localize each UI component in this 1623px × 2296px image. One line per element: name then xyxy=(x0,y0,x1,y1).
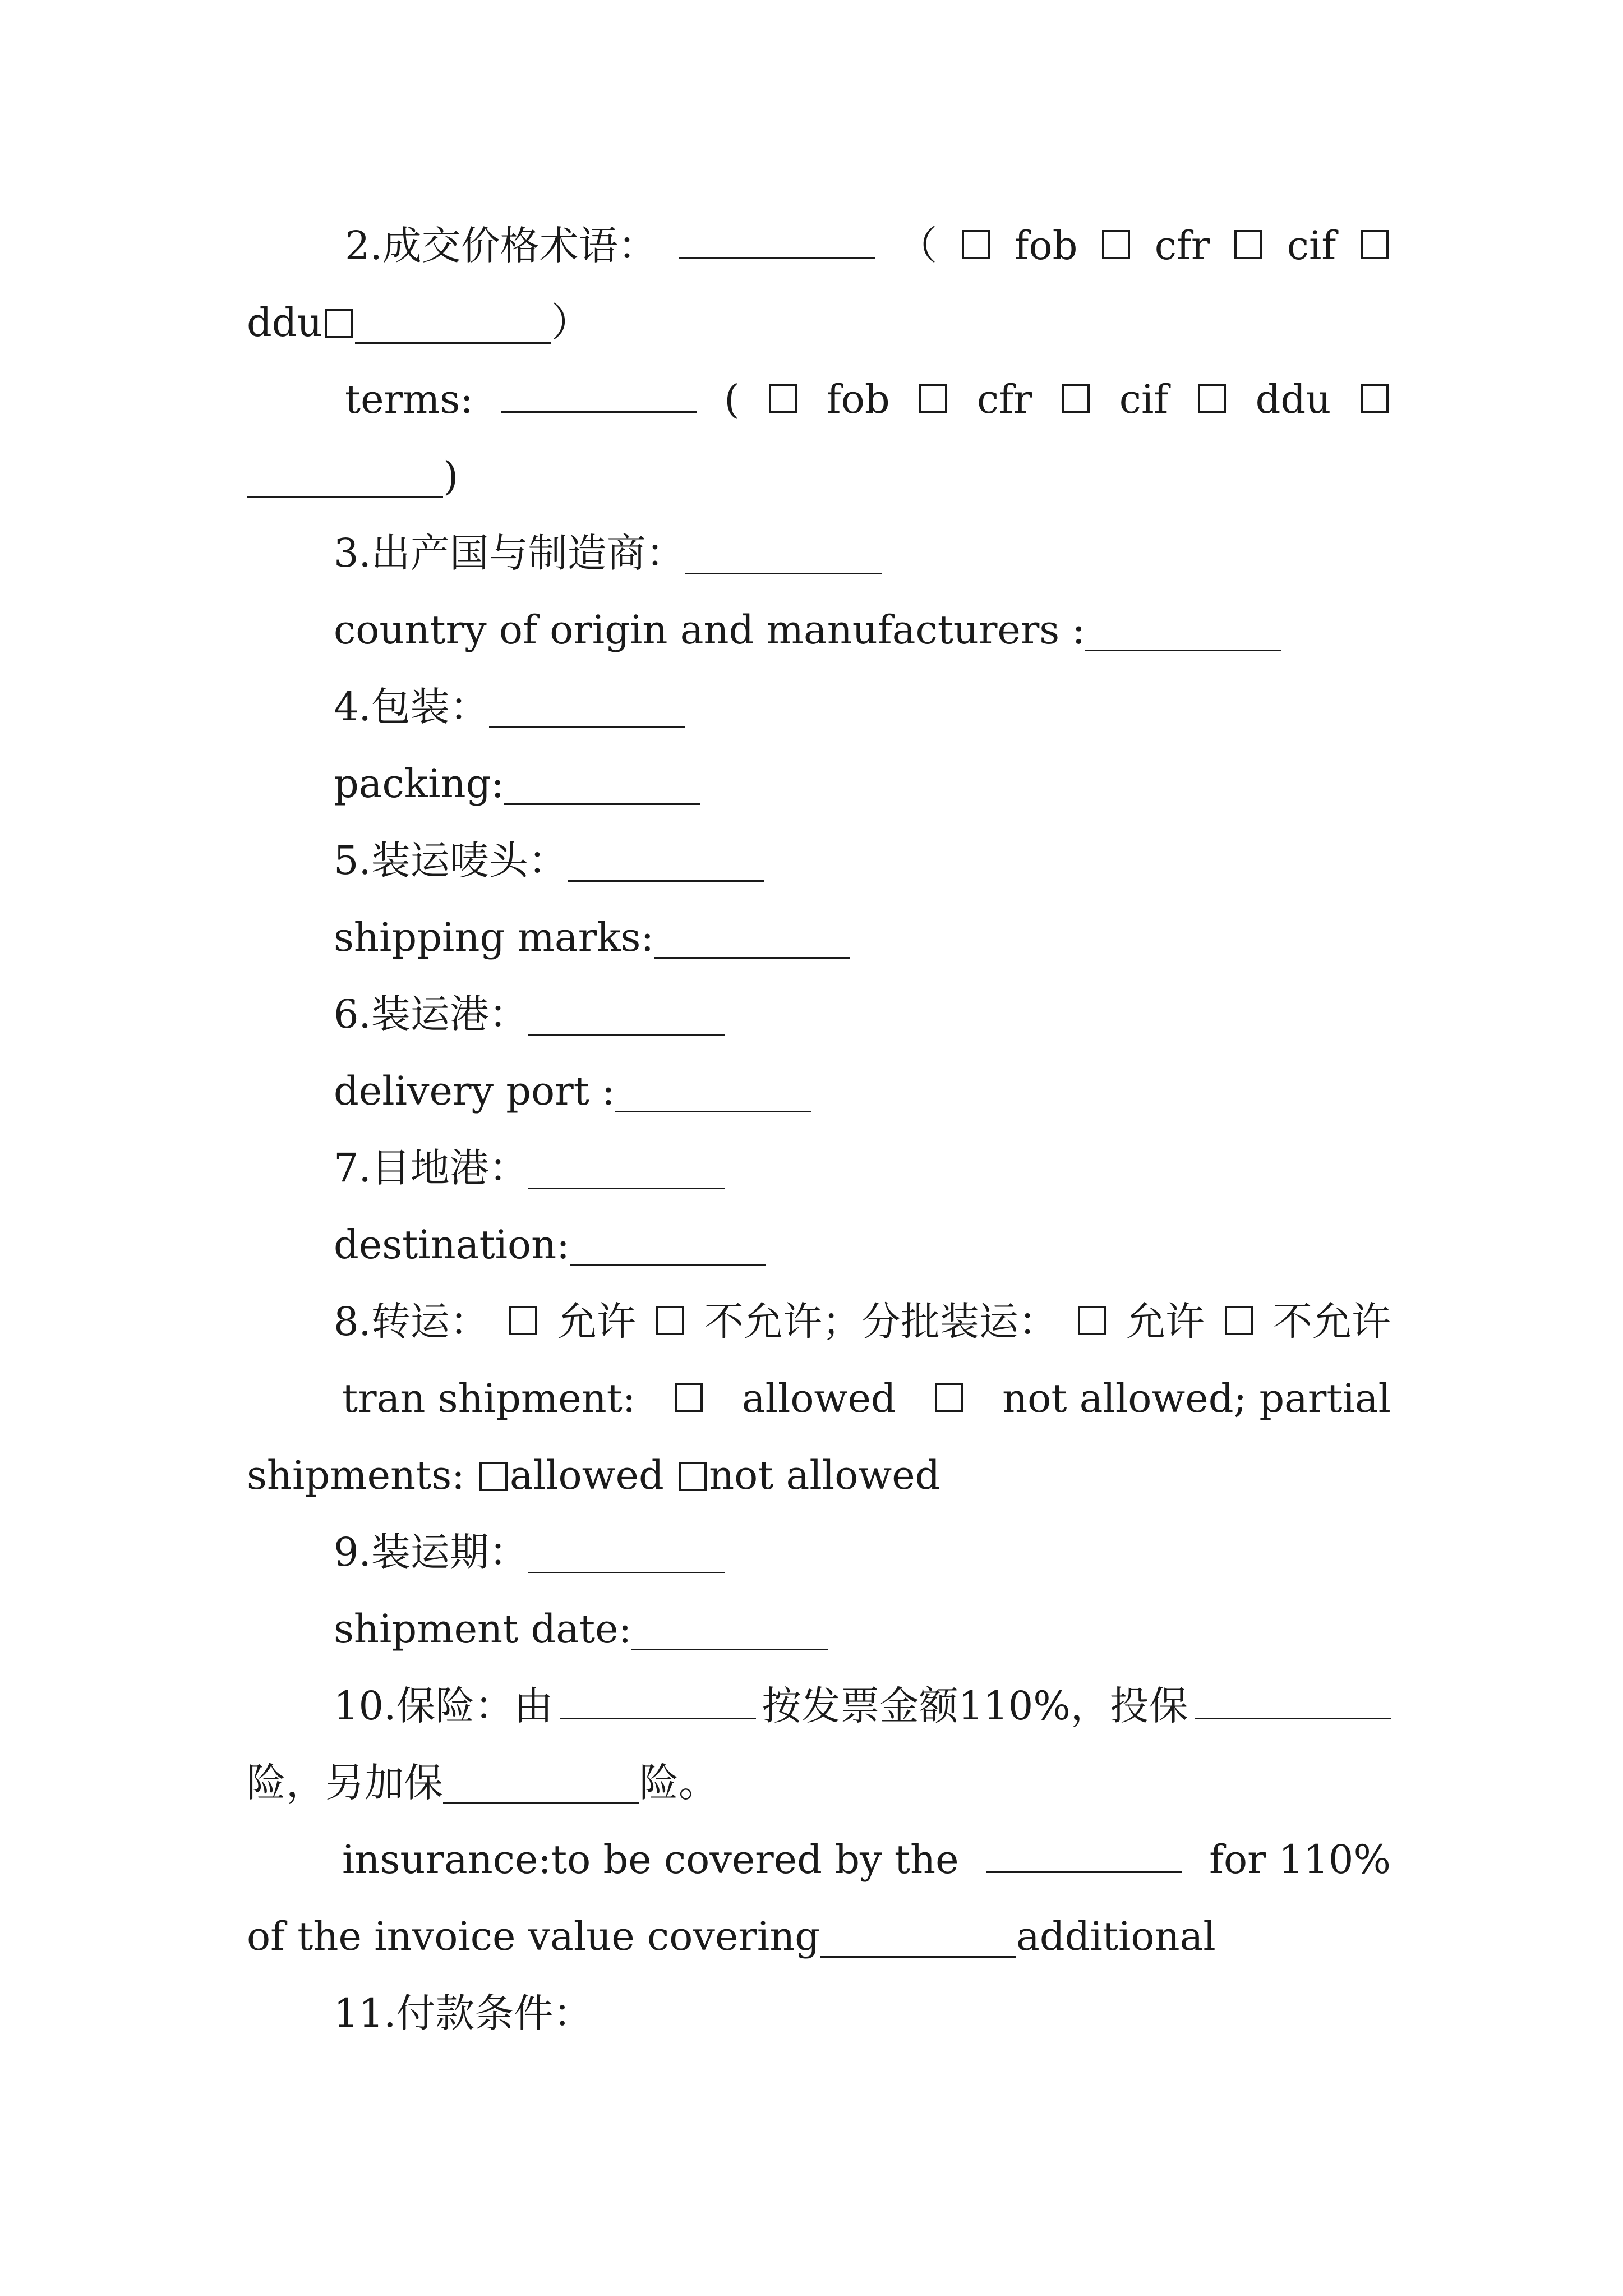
ddu-label: ddu xyxy=(247,300,322,346)
insurance-cn-line xyxy=(247,1668,1391,1745)
insurance-cn-mid: 按发票金额110%，投保 xyxy=(762,1683,1188,1729)
paren-close: ） xyxy=(551,300,591,346)
transshipment-not-allowed-checkbox[interactable] xyxy=(656,1306,684,1335)
origin-en-label: country of origin and manufacturers : xyxy=(334,607,1086,653)
destination-en-blank[interactable] xyxy=(570,1264,766,1266)
transshipment-cn-label: 8.转运： xyxy=(334,1299,489,1345)
marks-en-blank[interactable] xyxy=(654,956,850,959)
insurance-cn-label-2: 险，另加保 xyxy=(247,1760,443,1806)
cfr-checkbox[interactable] xyxy=(1102,230,1130,259)
transshipment-not-allowed-checkbox[interactable] xyxy=(935,1383,963,1412)
insurance-en-label-2: of the invoice value covering xyxy=(247,1913,820,1959)
price-terms-en-label: terms: xyxy=(345,376,473,422)
insurance-party-en-blank[interactable] xyxy=(986,1871,1182,1873)
cfr-label: cfr xyxy=(1154,223,1210,269)
price-terms-en-line xyxy=(247,361,1391,438)
marks-cn-label: 5.装运唛头： xyxy=(334,838,568,884)
port-en-blank[interactable] xyxy=(615,1110,811,1112)
ddu-label: ddu xyxy=(1255,376,1331,422)
marks-cn-blank[interactable] xyxy=(568,880,764,882)
destination-cn-blank[interactable] xyxy=(528,1187,725,1189)
insurance-additional-blank[interactable] xyxy=(443,1802,639,1804)
shipment-date-cn-blank[interactable] xyxy=(528,1571,725,1573)
origin-cn-label: 3.出产国与制造商： xyxy=(334,530,685,576)
origin-en-blank[interactable] xyxy=(1085,649,1281,651)
not-allowed-label: 不允许 xyxy=(1272,1299,1391,1345)
allowed-label: 允许 xyxy=(557,1299,636,1345)
marks-en-label: shipping marks: xyxy=(334,914,654,960)
paren-close: ) xyxy=(443,453,459,499)
port-en-line xyxy=(247,1053,1391,1130)
price-terms-en-line-2 xyxy=(247,438,1391,515)
allowed-label: allowed xyxy=(741,1375,896,1421)
destination-en-line xyxy=(247,1207,1391,1283)
contract-document xyxy=(247,208,1391,2052)
port-cn-line xyxy=(247,976,1391,1053)
port-cn-blank[interactable] xyxy=(528,1033,725,1036)
fob-label: fob xyxy=(1014,223,1078,269)
port-en-label: delivery port : xyxy=(334,1068,615,1114)
insurance-coverage-en-blank[interactable] xyxy=(820,1955,1016,1958)
insurance-en-end-2: additional xyxy=(1016,1913,1216,1959)
fob-checkbox[interactable] xyxy=(962,230,990,259)
cfr-label: cfr xyxy=(976,376,1032,422)
marks-cn-line xyxy=(247,822,1391,899)
insurance-cn-label: 10.保险：由 xyxy=(334,1683,554,1729)
other-term-checkbox[interactable] xyxy=(325,309,353,338)
price-terms-cn-blank[interactable] xyxy=(679,257,875,259)
allowed-label: allowed xyxy=(510,1452,664,1498)
shipment-date-en-line xyxy=(247,1591,1391,1668)
partial-allowed-checkbox[interactable] xyxy=(479,1462,508,1491)
origin-en-line xyxy=(247,592,1391,669)
partial-not-allowed-checkbox[interactable] xyxy=(1225,1306,1253,1335)
ddu-checkbox[interactable] xyxy=(1361,230,1389,259)
marks-en-line xyxy=(247,899,1391,976)
insurance-type-blank[interactable] xyxy=(1195,1717,1391,1719)
other-term-blank[interactable] xyxy=(247,495,443,498)
cfr-checkbox[interactable] xyxy=(919,384,947,413)
partial-shipments-label: shipments: xyxy=(247,1452,465,1498)
cif-label: cif xyxy=(1119,376,1169,422)
transshipment-allowed-checkbox[interactable] xyxy=(675,1383,703,1412)
paren-open: （ xyxy=(898,223,938,269)
insurance-en-line xyxy=(247,1821,1391,1898)
payment-terms-cn-label: 11.付款条件： xyxy=(334,1990,593,2036)
packing-cn-label: 4.包装： xyxy=(334,684,489,730)
fob-label: fob xyxy=(826,376,890,422)
transshipment-allowed-checkbox[interactable] xyxy=(509,1306,537,1335)
ddu-checkbox[interactable] xyxy=(1198,384,1226,413)
transshipment-en-line xyxy=(247,1360,1391,1437)
fob-checkbox[interactable] xyxy=(769,384,797,413)
insurance-en-line-2 xyxy=(247,1898,1391,1975)
destination-cn-line xyxy=(247,1130,1391,1207)
cif-checkbox[interactable] xyxy=(1062,384,1090,413)
price-terms-en-blank[interactable] xyxy=(501,411,697,413)
not-allowed-label: 不允许；分批装运： xyxy=(704,1299,1058,1345)
transshipment-cn-line xyxy=(247,1283,1391,1360)
insurance-party-blank[interactable] xyxy=(560,1717,756,1719)
cif-checkbox[interactable] xyxy=(1234,230,1262,259)
port-cn-label: 6.装运港： xyxy=(334,991,528,1037)
cif-label: cif xyxy=(1287,223,1336,269)
price-terms-cn-label: 2.成交价格术语： xyxy=(345,223,657,269)
insurance-cn-line-2 xyxy=(247,1745,1391,1821)
destination-en-label: destination: xyxy=(334,1222,570,1268)
partial-not-allowed-checkbox[interactable] xyxy=(679,1462,707,1491)
shipment-date-en-blank[interactable] xyxy=(631,1648,828,1650)
allowed-label: 允许 xyxy=(1126,1299,1205,1345)
packing-en-line xyxy=(247,746,1391,822)
partial-allowed-checkbox[interactable] xyxy=(1078,1306,1106,1335)
partial-shipments-en-line xyxy=(247,1437,1391,1514)
packing-cn-line xyxy=(247,669,1391,746)
destination-cn-label: 7.目地港： xyxy=(334,1145,528,1191)
price-terms-cn-line-2 xyxy=(247,284,1391,361)
origin-cn-blank[interactable] xyxy=(685,572,882,574)
origin-cn-line xyxy=(247,515,1391,592)
transshipment-en-label: tran shipment: xyxy=(342,1375,636,1421)
packing-cn-blank[interactable] xyxy=(489,726,685,728)
shipment-date-en-label: shipment date: xyxy=(334,1606,632,1652)
paren-open: ( xyxy=(724,376,740,422)
other-term-blank[interactable] xyxy=(355,342,551,344)
other-term-checkbox[interactable] xyxy=(1361,384,1389,413)
not-allowed-label: not allowed xyxy=(709,1452,940,1498)
shipment-date-cn-line xyxy=(247,1514,1391,1591)
insurance-en-end: for 110% xyxy=(1209,1837,1391,1883)
insurance-cn-end: 险。 xyxy=(639,1760,718,1806)
payment-terms-cn-line xyxy=(247,1975,1391,2052)
packing-en-blank[interactable] xyxy=(504,803,700,805)
shipment-date-cn-label: 9.装运期： xyxy=(334,1529,528,1575)
packing-en-label: packing: xyxy=(334,761,505,807)
price-terms-cn-line xyxy=(247,208,1391,284)
not-allowed-label: not allowed; partial xyxy=(1002,1375,1391,1421)
insurance-en-label: insurance:to be covered by the xyxy=(342,1837,959,1883)
